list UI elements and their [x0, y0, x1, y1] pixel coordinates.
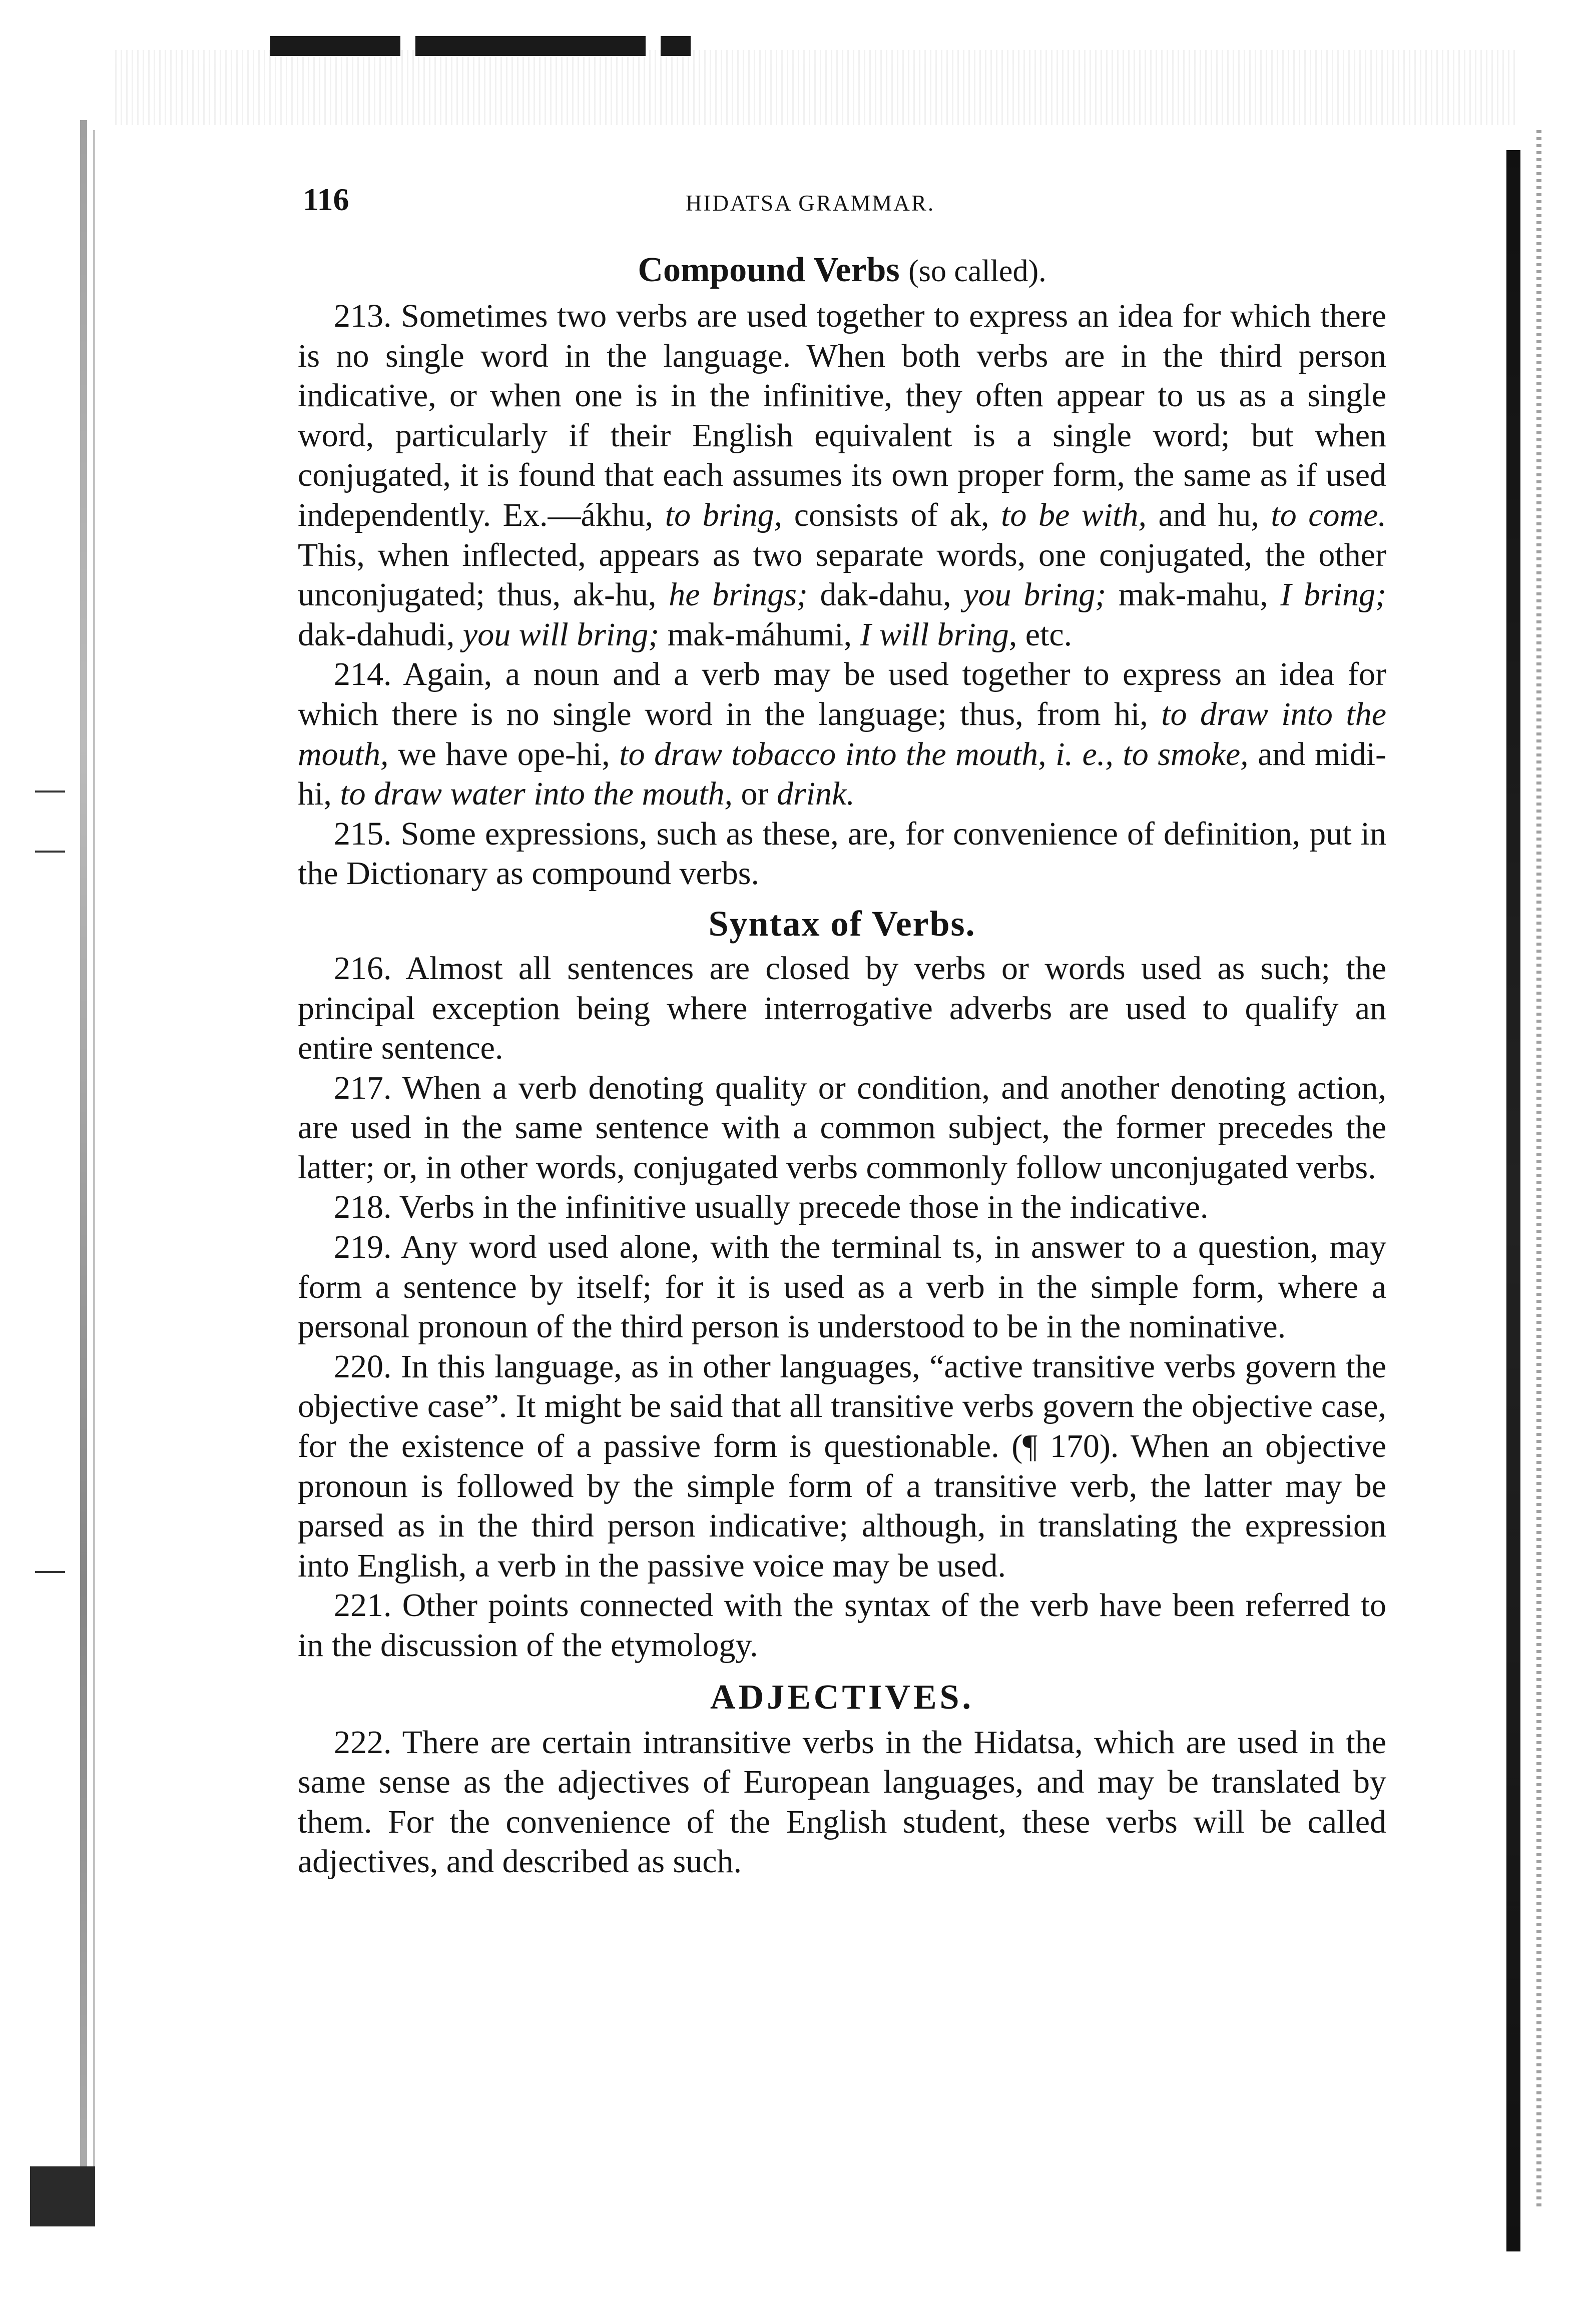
paragraph — [298, 1068, 1386, 1188]
scan-noise — [115, 50, 1516, 125]
page-edge-right-thin — [1536, 130, 1541, 2206]
italic-gloss: you will bring; — [462, 616, 660, 653]
heading-title: Compound Verbs — [638, 251, 900, 289]
paragraph — [298, 1723, 1386, 1882]
text-run: mak-máhumi, — [659, 616, 860, 653]
paragraph — [298, 1586, 1386, 1665]
scan-artifact-bar — [270, 36, 400, 56]
text-run: 215. Some expressions, such as these, are, for convenience of definition, put in the Dictionary as compound verbs. — [298, 815, 1386, 892]
text-run: mak-mahu, — [1106, 576, 1281, 613]
italic-gloss: he brings; — [669, 576, 808, 613]
scan-artifact-block — [30, 2166, 95, 2226]
italic-gloss: to draw water into the mouth, — [340, 776, 733, 813]
paragraph — [298, 296, 1386, 654]
text-run: 220. In this language, as in other languages, “active transitive verbs govern the objective case”. It might be said that all transitive verbs govern the objective case, for the existence of a passive form is questionable. (¶ 170). When an objective pronoun is followed by the simple form of a transitive verb, the latter may be parsed as in the third person indicative; although, in translating the expression into English, a verb in the passive voice may be used. — [298, 1348, 1386, 1584]
section-compound-verbs-paragraphs — [298, 296, 1386, 894]
italic-gloss: to be with, — [1001, 496, 1147, 533]
italic-gloss: to draw into the mouth, — [298, 695, 1386, 772]
italic-gloss: you bring; — [963, 576, 1107, 613]
text-run: 218. Verbs in the infinitive usually precede those in the indicative. — [334, 1189, 1209, 1226]
scan-artifact-bar — [661, 36, 691, 56]
italic-gloss: drink. — [777, 776, 855, 813]
section-heading-syntax-of-verbs: Syntax of Verbs. — [708, 903, 976, 944]
italic-gloss: I bring; — [1280, 576, 1386, 613]
section-adjectives-paragraphs — [298, 1723, 1386, 1882]
text-run: 216. Almost all sentences are closed by verbs or words used as such; the principal exception being where interrogative adverbs are used to qualify an entire sentence. — [298, 950, 1386, 1067]
paragraph — [298, 1227, 1386, 1347]
section-heading-adjectives: ADJECTIVES. — [710, 1678, 974, 1717]
text-run: and midi-hi, — [298, 735, 1387, 813]
page-edge-right — [1506, 150, 1520, 2251]
paragraph — [298, 814, 1386, 894]
page-number: 116 — [303, 182, 349, 217]
margin-tick — [35, 1571, 65, 1573]
text-run: 213. Sometimes two verbs are used together to express an idea for which there is no single word in the language. When both verbs are in the third person indicative, or when one is in the infinitive, they often appear to us as a single word, particularly if their English equivalent is a single word; but when conjugated, it is found that each assumes its own proper form, the same as if used independently. Ex.—ákhu, — [298, 298, 1386, 533]
text-run: This, when inflected, appears as two separate words, one conjugated, the other unconjugated; thus, ak-hu, — [298, 536, 1386, 613]
text-run: 221. Other points connected with the syntax of the verb have been referred to in the discussion of the etymology. — [298, 1587, 1386, 1664]
scan-artifact-bar — [415, 36, 646, 56]
margin-tick — [35, 851, 65, 853]
italic-gloss: to draw tobacco into the mouth, i. e., to smoke, — [619, 735, 1249, 772]
italic-gloss: I will bring, — [860, 616, 1017, 653]
page-edge-left-thin — [93, 130, 95, 2181]
paragraph — [298, 1187, 1386, 1227]
italic-gloss: to bring, — [665, 496, 783, 533]
paragraph — [298, 949, 1386, 1068]
text-run: 214. Again, a noun and a verb may be used together to express an idea for which there is no single word in the language; thus, from hi, — [298, 656, 1386, 732]
text-run: consists of ak, — [782, 496, 1001, 533]
text-run: 219. Any word used alone, with the terminal ts, in answer to a question, may form a sentence by itself; for it is used as a verb in the simple form, where a personal pronoun of the third person is understood to be in the nominative. — [298, 1229, 1386, 1345]
paragraph — [298, 654, 1386, 814]
text-run: dak-dahu, — [807, 576, 964, 613]
italic-gloss: to come. — [1271, 496, 1386, 533]
page-edge-left — [80, 120, 87, 2211]
heading-subtitle: (so called). — [908, 254, 1046, 288]
text-run: dak-dahudi, — [298, 616, 463, 653]
text-run: etc. — [1017, 616, 1073, 653]
paragraph — [298, 1347, 1386, 1586]
section-heading-compound-verbs — [298, 245, 1386, 296]
body-text — [298, 245, 1386, 1882]
text-run: 222. There are certain intransitive verbs in the Hidatsa, which are used in the same sense as the adjectives of European languages, and may be translated by them. For the convenience of the English student, these verbs will be called adjectives, and described as such. — [298, 1724, 1386, 1880]
running-head: HIDATSA GRAMMAR. — [686, 191, 935, 216]
text-run: 217. When a verb denoting quality or condition, and another denoting action, are used in the same sentence with a common subject, the former precedes the latter; or, in other words, conjugated verbs commonly follow unconjugated verbs. — [298, 1069, 1386, 1186]
section-syntax-paragraphs — [298, 949, 1386, 1666]
text-run: we have ope-hi, — [388, 735, 620, 772]
text-run: and hu, — [1146, 496, 1271, 533]
margin-tick — [35, 791, 65, 793]
text-run: or — [733, 776, 777, 813]
